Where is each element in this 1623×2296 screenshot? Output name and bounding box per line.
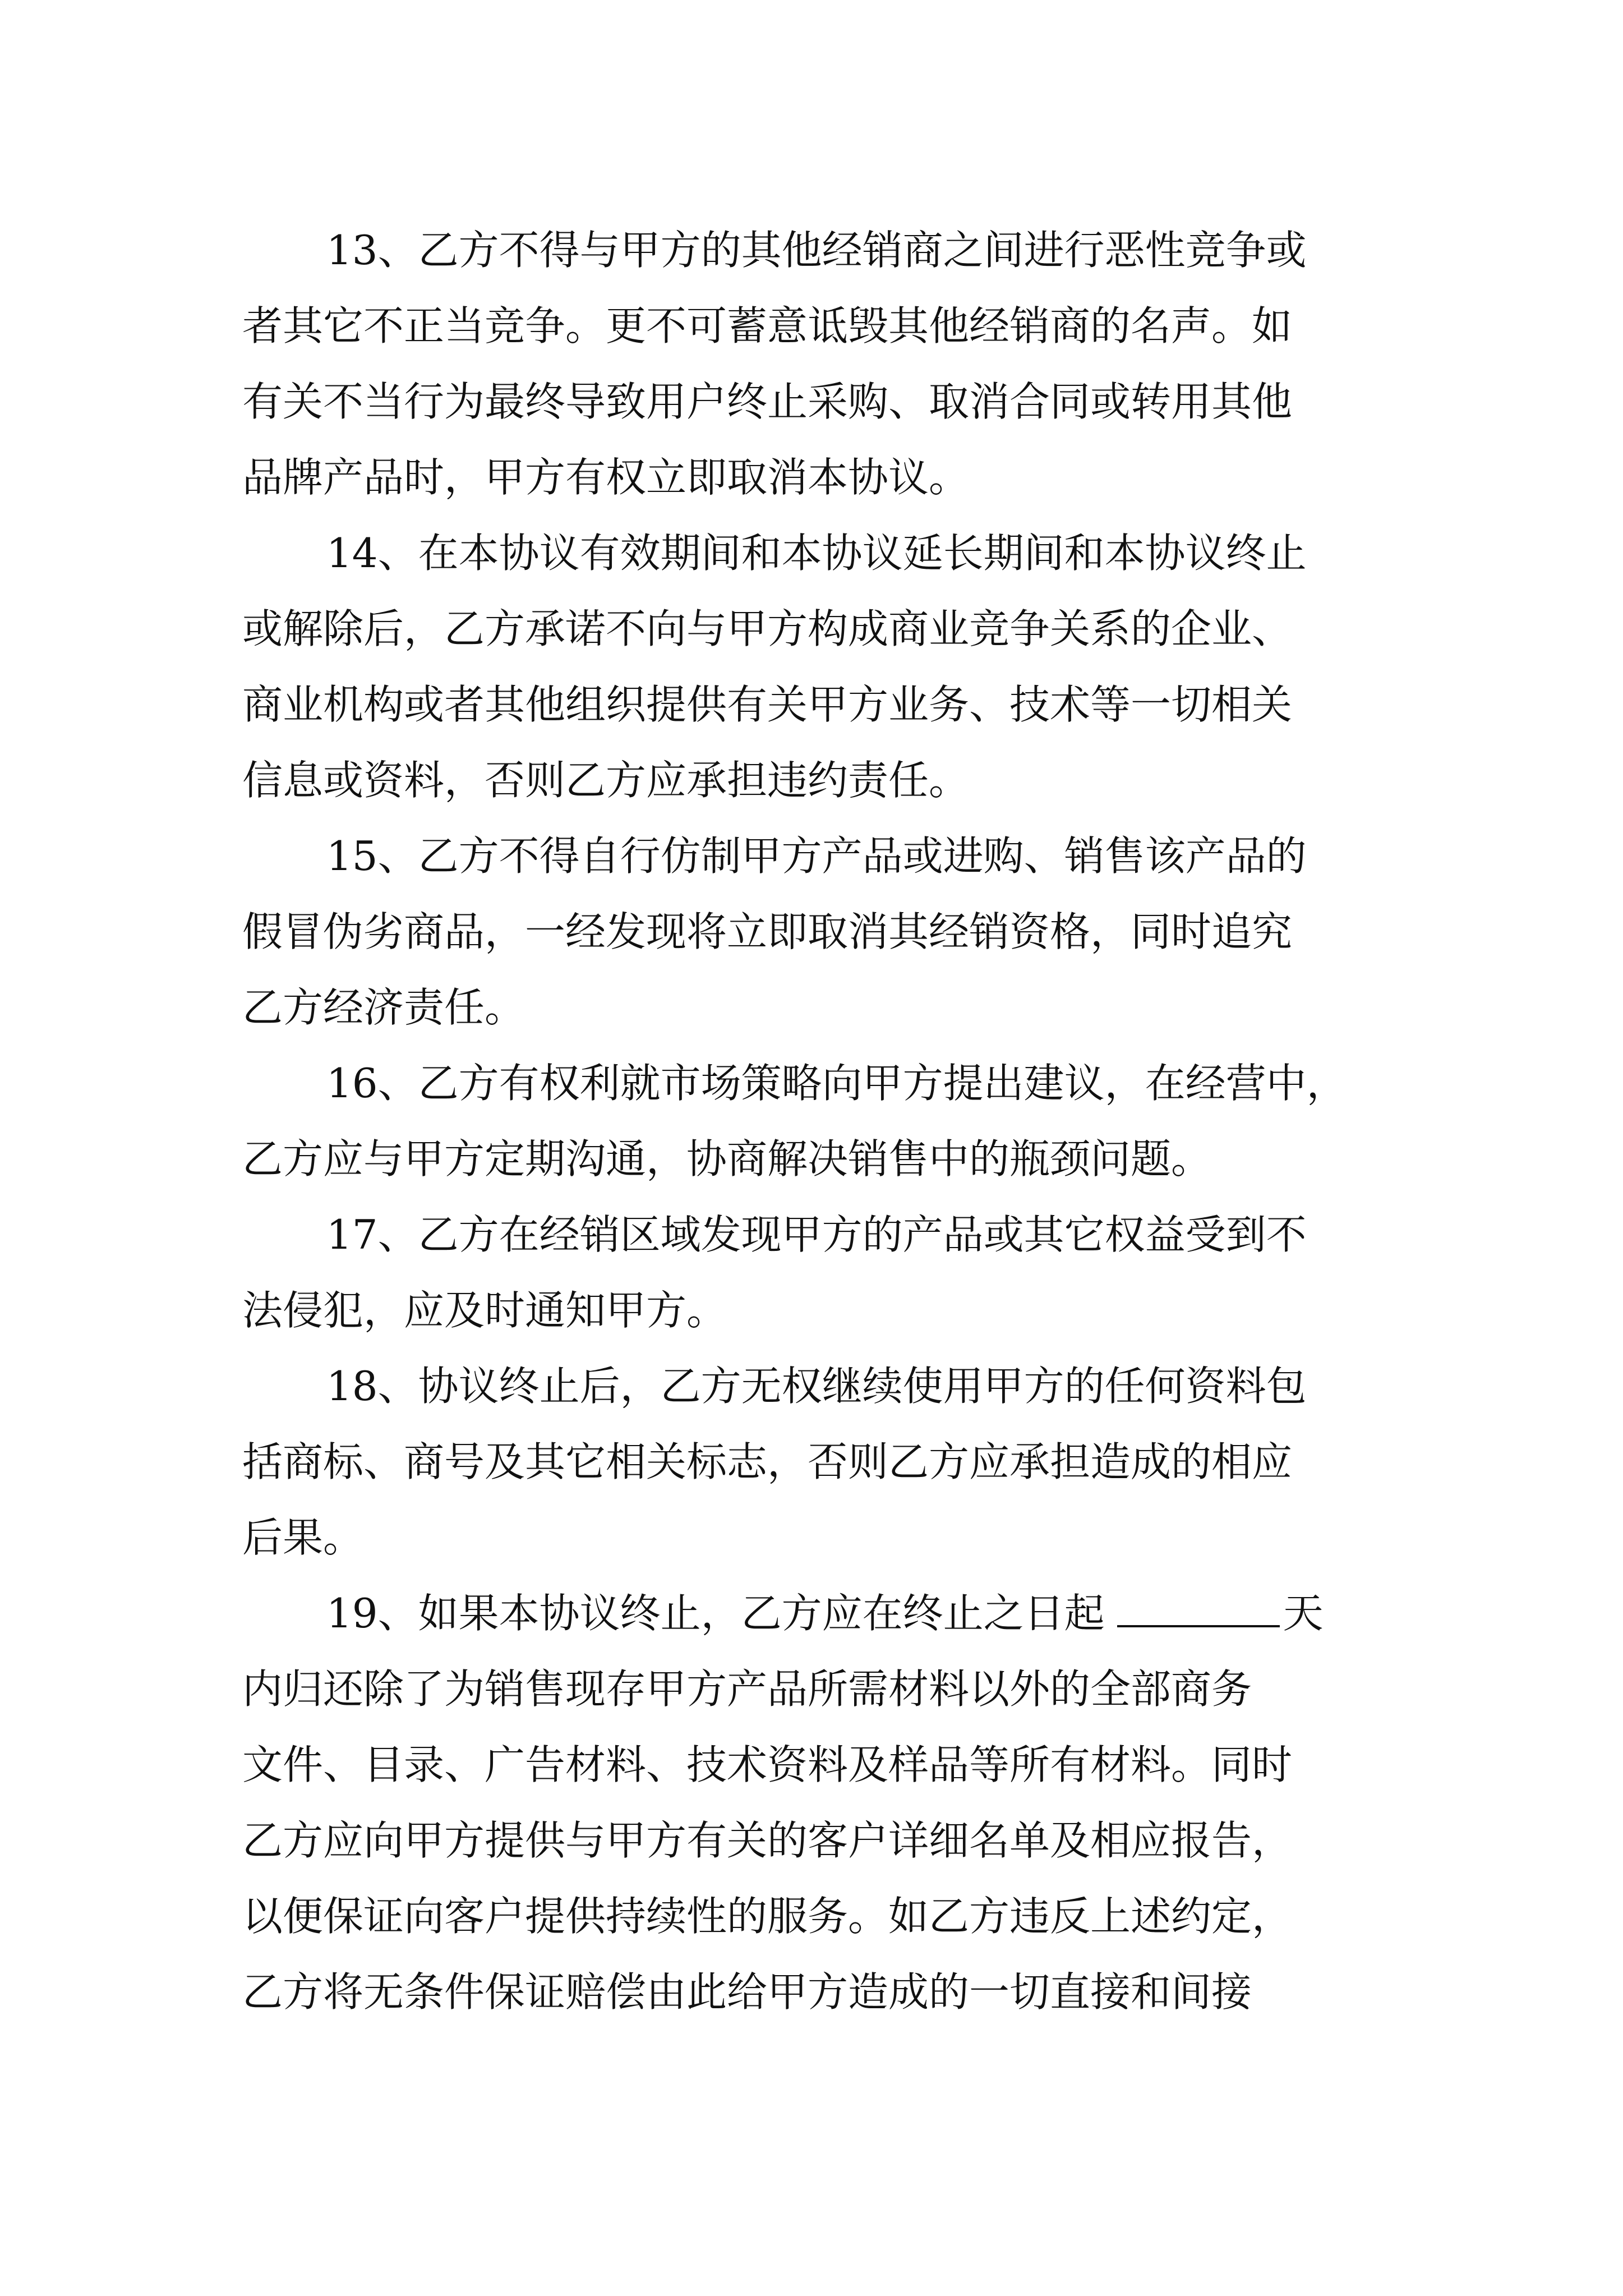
line-text: 括商标、商号及其它相关标志，否则乙方应承担造成的相应: [242, 1438, 1293, 1485]
line-text: 者其它不正当竞争。更不可蓄意诋毁其他经销商的名声。如: [242, 302, 1293, 349]
line-text: 商业机构或者其他组织提供有关甲方业务、技术等一切相关: [242, 681, 1293, 728]
line-text: 16、乙方有权利就市场策略向甲方提出建议，在经营中，: [326, 1060, 1347, 1107]
clause-19-line-5: [0, 1881, 1623, 1951]
clause-18-line-2: [0, 1427, 1623, 1497]
clause-14-line-1: [0, 518, 1623, 588]
line-text: 法侵犯，应及时通知甲方。: [242, 1287, 727, 1334]
clause-14-line-2: [0, 594, 1623, 664]
line-text: 13、乙方不得与甲方的其他经销商之间进行恶性竞争或: [326, 227, 1307, 274]
clause-13-line-2: [0, 291, 1623, 361]
line-text: 有关不当行为最终导致用户终止采购、取消合同或转用其他: [242, 378, 1293, 425]
fill-in-blank: [1117, 1586, 1280, 1627]
clause-19-line-2: [0, 1654, 1623, 1724]
clause-13-line-3: [0, 367, 1623, 436]
line-text-after-blank: 天: [1283, 1590, 1324, 1637]
line-text: 后果。: [242, 1514, 364, 1561]
clause-15-line-2: [0, 897, 1623, 967]
clause-18-line-3: [0, 1503, 1623, 1572]
line-text: 15、乙方不得自行仿制甲方产品或进购、销售该产品的: [326, 832, 1307, 880]
line-text: 乙方经济责任。: [242, 984, 525, 1031]
line-text: 14、在本协议有效期间和本协议延长期间和本协议终止: [326, 530, 1307, 577]
line-text: 假冒伪劣商品，一经发现将立即取消其经销资格，同时追究: [242, 908, 1293, 955]
line-text: 乙方将无条件保证赔偿由此给甲方造成的一切直接和间接: [242, 1968, 1252, 2016]
line-text: 或解除后，乙方承诺不向与甲方构成商业竞争关系的企业、: [242, 605, 1293, 652]
clause-14-line-3: [0, 670, 1623, 739]
clause-13-line-4: [0, 443, 1623, 512]
clause-16-line-2: [0, 1124, 1623, 1194]
clause-18-line-1: [0, 1351, 1623, 1421]
clause-15-line-1: [0, 821, 1623, 891]
line-text: 17、乙方在经销区域发现甲方的产品或其它权益受到不: [326, 1211, 1307, 1258]
line-text: 内归还除了为销售现存甲方产品所需材料以外的全部商务: [242, 1665, 1252, 1713]
line-text: 文件、目录、广告材料、技术资料及样品等所有材料。同时: [242, 1741, 1293, 1788]
line-text: 以便保证向客户提供持续性的服务。如乙方违反上述约定，: [242, 1893, 1293, 1940]
clause-19-line-3: [0, 1730, 1623, 1800]
clause-19-line-1: [0, 1579, 1623, 1648]
clause-14-line-4: [0, 746, 1623, 815]
line-text: 18、协议终止后，乙方无权继续使用甲方的任何资料包: [326, 1363, 1307, 1410]
clause-19-line-4: [0, 1806, 1623, 1875]
line-text-before-blank: 19、如果本协议终止，乙方应在终止之日起: [326, 1590, 1105, 1637]
clause-17-line-2: [0, 1276, 1623, 1345]
clause-19-line-6: [0, 1957, 1623, 2027]
clause-15-line-3: [0, 973, 1623, 1042]
line-text: 品牌产品时，甲方有权立即取消本协议。: [242, 454, 970, 501]
clause-13-line-1: [0, 215, 1623, 285]
line-text: 信息或资料，否则乙方应承担违约责任。: [242, 757, 970, 804]
line-text: [326, 1579, 1324, 1648]
line-text: 乙方应与甲方定期沟通，协商解决销售中的瓶颈问题。: [242, 1135, 1212, 1182]
clause-16-line-1: [0, 1048, 1623, 1118]
clause-17-line-1: [0, 1200, 1623, 1269]
line-text: 乙方应向甲方提供与甲方有关的客户详细名单及相应报告，: [242, 1817, 1293, 1864]
